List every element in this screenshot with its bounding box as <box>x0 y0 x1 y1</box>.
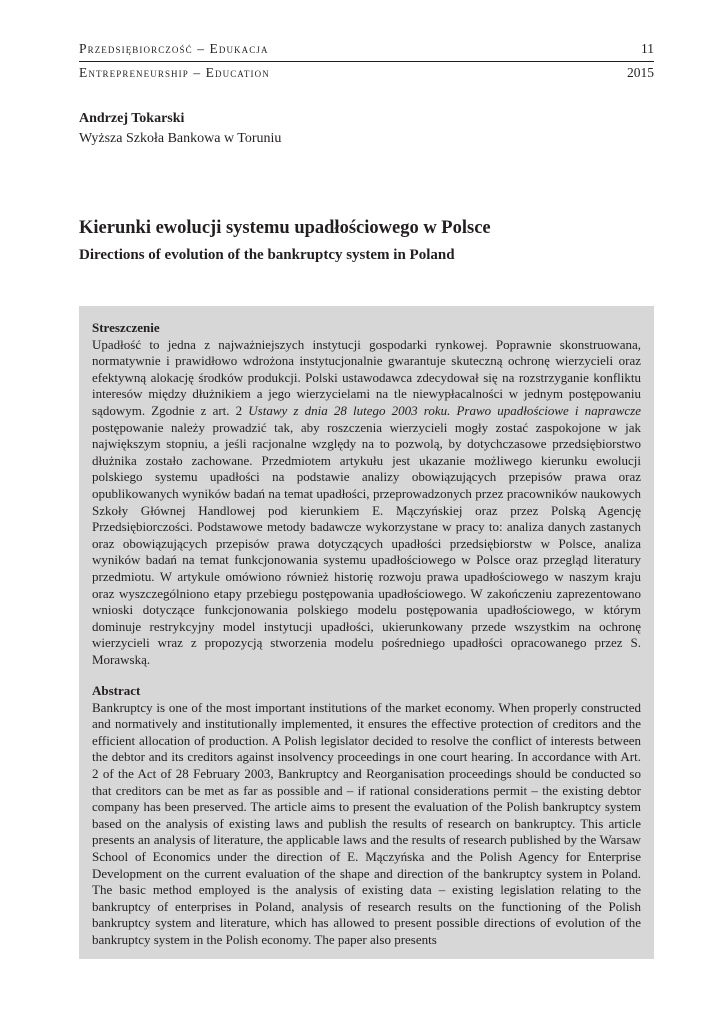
streszczenie-heading: Streszczenie <box>92 320 160 335</box>
abstract-box <box>79 306 654 959</box>
journal-title-english: Entrepreneurship – Education <box>79 65 270 80</box>
publication-year: 2015 <box>627 65 654 80</box>
abstract-body <box>92 700 641 949</box>
running-header-bottom <box>79 65 654 81</box>
running-header-top <box>79 41 654 57</box>
article-title-english: Directions of evolution of the bankruptcy system in Poland <box>79 247 455 263</box>
streszczenie-section <box>92 320 641 668</box>
abstract-heading: Abstract <box>92 683 141 698</box>
header-divider <box>79 61 654 62</box>
streszczenie-text-part2: postępowanie należy prowadzić tak, aby roszczenia wierzycieli mogły zostać zaspokojone w jak największym stopniu, a jeśli racjonalne względy na to pozwolą, by dotychczasowe przedsiębiorstwo dłużnika zostało zachowane. Przedmiotem artykułu jest ukazanie możliwego kierunku ewolucji polskiego systemu upadłości na podstawie analizy obowiązujących przepisów prawa oraz opublikowanych wyników badań na temat upadłości, przeprowadzonych przez pracowników naukowych Szkoły Głównej Handlowej pod kierunkiem E. Mączyńskiej oraz przez Polską Agencję Przedsiębiorczości. Podstawowe metody badawcze wykorzystane w pracy to: analiza danych zastanych oraz obowiązujących przepisów prawa dotyczących upadłości przedsiębiorstw w Polsce, analiza wyników badań na temat funkcjonowania systemu upadłościowego w Polsce oraz przegląd literatury przedmiotu. W artykule omówiono również historię rozwoju prawa upadłościowego w naszym kraju oraz wyszczególniono etapy przebiegu postępowania upadłościowego. W zakończeniu zaprezentowano wnioski dotyczące funkcjonowania polskiego modelu postępowania upadłościowego, w którym dominuje restrykcyjny model instytucji upadłości, ukierunkowany przede wszystkim na ochronę wierzycieli wraz z propozycją stworzenia modelu pośredniego upadłości opracowanego przez S. Morawską. <box>92 419 641 667</box>
abstract-text: Bankruptcy is one of the most important institutions of the market economy. When properly constructed and normatively and institutionally implemented, it ensures the effective protection of creditors and the efficient allocation of production. A Polish legislator decided to resolve the conflict of interests between the debtor and its creditors against insolvency proceedings in one court hearing. In accordance with Art. 2 of the Act of 28 February 2003, Bankruptcy and Reorganisation proceedings should be conducted so that creditors can be met as far as possible and – if rational considerations permit – the existing debtor company has been preserved. The article aims to present the evaluation of the Polish bankruptcy system based on the analysis of existing laws and publish the results of research on bankruptcy. This article presents an analysis of literature, the applicable laws and the results of research published by the Warsaw School of Economics under the direction of E. Mączyńska and the Polish Agency for Enterprise Development on the current evaluation of the shape and direction of the bankruptcy system in Poland. The basic method employed is the analysis of existing data – existing legislation relating to the bankruptcy of enterprises in Poland, analysis of research results on the functioning of the Polish bankruptcy system and literature, which has allowed to present possible directions of evolution of the bankruptcy system in the Polish economy. The paper also presents <box>92 699 641 947</box>
abstract-section <box>92 683 641 949</box>
author-name: Andrzej Tokarski <box>79 111 185 126</box>
streszczenie-body <box>92 337 641 669</box>
journal-title-polish: Przedsiębiorczość – Edukacja <box>79 41 269 56</box>
issue-number: 11 <box>641 41 654 56</box>
article-title-polish: Kierunki ewolucji systemu upadłościowego w Polsce <box>79 218 491 238</box>
author-affiliation: Wyższa Szkoła Bankowa w Toruniu <box>79 131 282 146</box>
streszczenie-text-part1: Upadłość to jedna z najważniejszych instytucji gospodarki rynkowej. Poprawnie skonstruowana, normatywnie i prawidłowo wdrożona instytucjonalnie gwarantuje skuteczną ochronę wierzycieli oraz efektywną alokację środków produkcji. Polski ustawodawca zdecydował się na rozstrzyganie konfliktu interesów między dłużnikiem a jego wierzycielami na tle niewypłacalności w jednym postępowaniu sądowym. Zgodnie z art. 2 <box>92 336 641 418</box>
streszczenie-act-title: Ustawy z dnia 28 lutego 2003 roku. Prawo upadłościowe i naprawcze <box>248 402 641 418</box>
